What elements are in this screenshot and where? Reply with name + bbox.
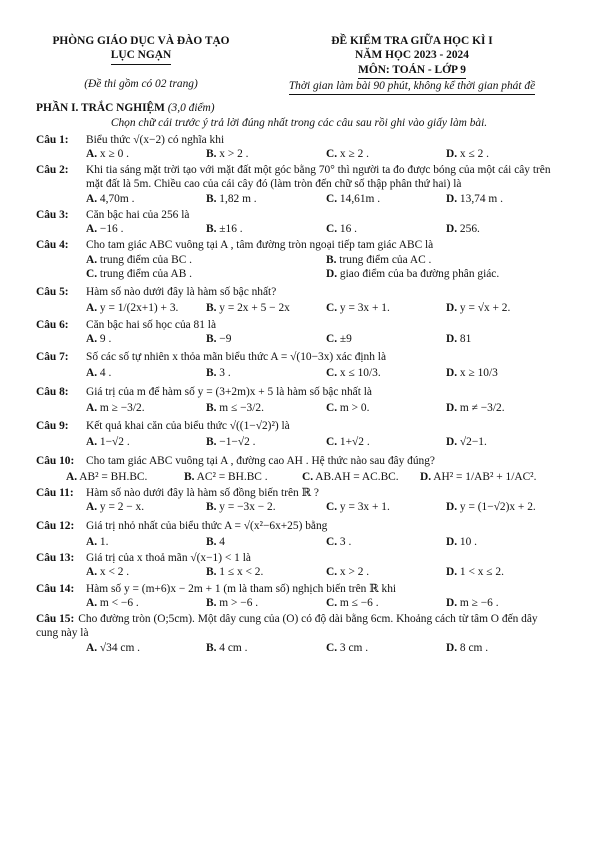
dept-name: PHÒNG GIÁO DỤC VÀ ĐÀO TẠO [52,35,230,47]
question-text: Căn bậc hai số học của 81 là [86,318,216,331]
question-label: Câu 10: [36,454,75,467]
option-a: A. y = 1/(2x+1) + 3. [86,302,179,315]
option-c: C. 14,61m . [326,192,381,205]
district-name: LỤC NGẠN [111,48,171,64]
question-13 [36,551,562,565]
option-b: B. −1−√2 . [206,436,256,449]
option-row [86,222,562,236]
option-letter: D. [446,535,458,548]
option-b: B. −9 [206,332,232,345]
option-a: A. x ≥ 0 . [86,147,129,160]
option-letter: A. [86,302,98,315]
section-instruction: Chọn chữ cái trước ý trả lời đúng nhất trong các câu sau rồi ghi vào giấy làm bài. [110,117,488,130]
option-letter: D. [446,401,458,414]
option-c: C. m > 0. [326,401,370,414]
option-b: B. ±16 . [206,223,243,235]
question-label: Câu 9: [36,420,69,432]
option-letter: D. [446,223,458,235]
time-note: Thời gian làm bài 90 phút, không kể thời gian phát đề [289,79,535,95]
option-b: B. x > 2 . [206,147,249,160]
option-b: B. AC² = BH.BC . [184,470,268,483]
question-text: Số các số tự nhiên x thỏa mãn biểu thức A = √(10−3x) xác định là [86,351,387,363]
option-d: D. √2−1. [446,436,487,449]
option-letter: C. [326,566,338,579]
header-left [36,34,246,95]
option-letter: C. [326,223,338,235]
section-points: (3,0 điểm) [167,102,215,114]
question-11 [36,486,562,500]
option-c: C. 16 . [326,223,358,235]
option-c: C. 3 . [326,535,352,548]
option-d: D. 1 < x ≤ 2. [446,566,504,579]
question-text: Cho tam giác ABC vuông tại A , đường cao AH . Hệ thức nào sau đây đúng? [86,454,435,467]
option-d: D. 13,74 m . [446,192,503,205]
option-c: C. m ≤ −6 . [326,596,379,609]
section-title: PHẦN I. TRẮC NGHIỆM [36,102,165,114]
question-text: Biểu thức √(x−2) có nghĩa khi [86,133,225,146]
option-letter: A. [86,192,98,205]
option-a: A. m < −6 . [86,596,139,609]
option-b: B. 1 ≤ x < 2. [206,566,264,579]
question-9 [36,419,562,433]
question-label: Câu 4: [36,239,69,252]
question-1 [36,133,562,147]
option-letter: D. [446,596,458,609]
option-a: A. 1. [86,535,109,548]
option-letter: B. [206,367,217,380]
option-c: C. x ≥ 2 . [326,147,369,160]
option-letter: D. [446,501,458,514]
option-c: C. 1+√2 . [326,436,370,449]
option-letter: C. [326,332,338,345]
question-label: Câu 8: [36,385,69,398]
option-a: A. x < 2 . [86,566,130,579]
option-letter: A. [86,501,98,514]
option-c: C. 3 cm . [326,641,369,654]
option-d: D. AH² = 1/AB² + 1/AC². [420,470,537,483]
question-label: Câu 5: [36,286,69,298]
option-row [86,565,562,579]
option-row [86,401,562,415]
header-right [262,34,562,95]
section-1-heading [36,101,562,115]
option-d: D. m ≠ −3/2. [446,401,505,414]
question-label: Câu 15: [36,613,75,625]
question-5 [36,285,562,299]
option-row [86,301,562,315]
question-label: Câu 13: [36,552,75,564]
option-letter: B. [206,302,217,315]
option-b: B. 1,82 m . [206,192,257,205]
option-b: B. y = −3x − 2. [206,501,276,514]
question-6 [36,318,562,332]
option-d: D. 10 . [446,535,478,548]
option-letter: C. [86,267,98,280]
option-b: B. 3 . [206,367,231,380]
option-b: B. 4 [206,535,225,548]
option-letter: C. [326,192,338,205]
option-a: A. y = 2 − x. [86,501,145,514]
option-c: C. x ≤ 10/3. [326,367,381,380]
subject: MÔN: TOÁN - LỚP 9 [358,63,466,79]
option-row [86,535,562,549]
question-text: Giá trị của x thoả mãn √(x−1) < 1 là [86,552,251,564]
option-a: A. −16 . [86,223,124,235]
option-a: A. 4,70m . [86,192,135,205]
option-letter: C. [326,147,338,160]
option-letter: C. [326,436,338,449]
option-b: B. m ≤ −3/2. [206,401,264,414]
option-letter: D. [446,566,458,579]
option-letter: C. [326,535,338,548]
school-year: NĂM HỌC 2023 - 2024 [355,49,469,62]
option-b: B. trung điểm của AC . [326,253,432,266]
question-label: Câu 3: [36,208,69,221]
option-a: A. AB² = BH.BC. [66,470,148,483]
option-letter: A. [86,367,98,380]
option-letter: D. [446,332,458,345]
question-label: Câu 14: [36,582,75,595]
option-d: D. y = √x + 2. [446,302,511,315]
option-d: D. giao điểm của ba đường phân giác. [326,267,500,280]
option-b: B. y = 2x + 5 − 2x [206,302,290,315]
option-row [86,332,562,346]
pages-note: (Đề thi gồm có 02 trang) [84,77,198,90]
option-letter: C. [302,470,314,483]
option-row [66,470,562,484]
option-letter: B. [206,535,217,548]
option-letter: D. [446,147,458,160]
option-c: C. ±9 [326,332,352,345]
option-letter: C. [326,641,338,654]
option-letter: A. [86,401,98,414]
option-letter: A. [86,147,98,160]
option-letter: B. [206,566,217,579]
option-d: D. 8 cm . [446,641,489,654]
question-text: Hàm số nào dưới đây là hàm số bậc nhất? [86,286,277,298]
question-text: Cho đường tròn (O;5cm). Một dây cung của (O) có độ dài bằng 6cm. Khoảng cách từ tâm O đến dây cung này là [36,613,538,640]
option-letter: A. [86,253,98,266]
option-letter: A. [86,332,98,345]
question-text: Khi tia sáng mặt trời tạo với mặt đất một góc bằng 70° thì người ta đo được bóng của một cái cây trên mặt đất là 5m. Chiều cao của cái cây đó (làm tròn đến chữ số thập phân thứ hai) là [86,164,551,191]
option-row [86,435,562,449]
option-letter: A. [86,223,98,235]
option-d: D. x ≤ 2 . [446,147,489,160]
exam-title: ĐỀ KIỂM TRA GIỮA HỌC KÌ I [331,35,493,47]
option-row [86,596,562,610]
option-d: D. x ≥ 10/3 [446,367,498,380]
question-text: Căn bậc hai của 256 là [86,208,190,221]
header [36,34,562,95]
option-d: D. 256. [446,223,480,235]
question-list [36,133,562,655]
question-label: Câu 11: [36,487,74,499]
option-d: D. m ≥ −6 . [446,596,499,609]
option-letter: B. [206,223,217,235]
option-row [86,366,562,380]
option-c: C. x > 2 . [326,566,370,579]
option-letter: B. [206,332,217,345]
option-letter: C. [326,596,338,609]
question-15 [36,612,562,641]
option-letter: D. [446,641,458,654]
option-letter: B. [206,596,217,609]
question-4 [36,238,562,252]
option-row [86,500,562,514]
option-letter: D. [446,367,458,380]
option-letter: A. [86,535,98,548]
option-letter: D. [446,436,458,449]
option-a: A. trung điểm của BC . [86,253,192,266]
option-a: A. 9 . [86,332,112,345]
option-letter: B. [326,253,337,266]
option-letter: B. [206,192,217,205]
question-2 [36,163,562,192]
option-a: A. 4 . [86,367,112,380]
option-letter: C. [326,401,338,414]
option-a: A. 1−√2 . [86,436,130,449]
option-letter: D. [446,192,458,205]
option-c: C. y = 3x + 1. [326,501,390,514]
question-label: Câu 7: [36,351,69,363]
question-7 [36,350,562,364]
option-row [86,147,562,161]
option-letter: D. [446,302,458,315]
question-label: Câu 12: [36,519,75,532]
option-letter: A. [86,596,98,609]
question-label: Câu 6: [36,318,69,331]
option-letter: B. [206,501,217,514]
question-text: Cho tam giác ABC vuông tại A , tâm đường tròn ngoại tiếp tam giác ABC là [86,239,434,252]
question-3 [36,208,562,222]
question-text: Hàm số nào dưới đây là hàm số đồng biến trên ℝ ? [86,487,319,499]
option-letter: A. [66,470,78,483]
question-label: Câu 1: [36,133,69,146]
option-letter: B. [184,470,195,483]
option-c: C. trung điểm của AB . [86,267,192,280]
question-10 [36,454,562,468]
option-letter: C. [326,367,338,380]
question-8 [36,385,562,399]
option-letter: A. [86,436,98,449]
question-12 [36,519,562,533]
option-letter: D. [420,470,432,483]
option-letter: C. [326,302,338,315]
option-letter: B. [206,641,217,654]
question-text: Giá trị của m để hàm số y = (3+2m)x + 5 là hàm số bậc nhất là [86,385,372,398]
option-d: D. y = (1−√2)x + 2. [446,501,536,514]
option-letter: C. [326,501,338,514]
option-c: C. y = 3x + 1. [326,302,390,315]
option-letter: A. [86,641,98,654]
option-letter: B. [206,401,217,414]
option-d: D. 81 [446,332,472,345]
question-14 [36,582,562,596]
question-text: Kết quả khai căn của biểu thức √((1−√2)²) là [86,420,290,432]
question-text: Giá trị nhỏ nhất của biểu thức A = √(x²−6x+25) bằng [86,519,328,532]
option-letter: A. [86,566,98,579]
question-label: Câu 2: [36,164,69,176]
option-row [86,641,562,655]
option-c: C. AB.AH = AC.BC. [302,470,399,483]
question-text: Hàm số y = (m+6)x − 2m + 1 (m là tham số) nghịch biến trên ℝ khi [86,582,397,595]
option-row [86,253,562,267]
option-a: A. m ≥ −3/2. [86,401,145,414]
option-a: A. √34 cm . [86,641,141,654]
option-b: B. m > −6 . [206,596,259,609]
option-row [86,192,562,206]
option-letter: D. [326,267,338,280]
option-letter: B. [206,436,217,449]
option-b: B. 4 cm . [206,641,248,654]
option-letter: B. [206,147,217,160]
option-row [86,267,562,281]
